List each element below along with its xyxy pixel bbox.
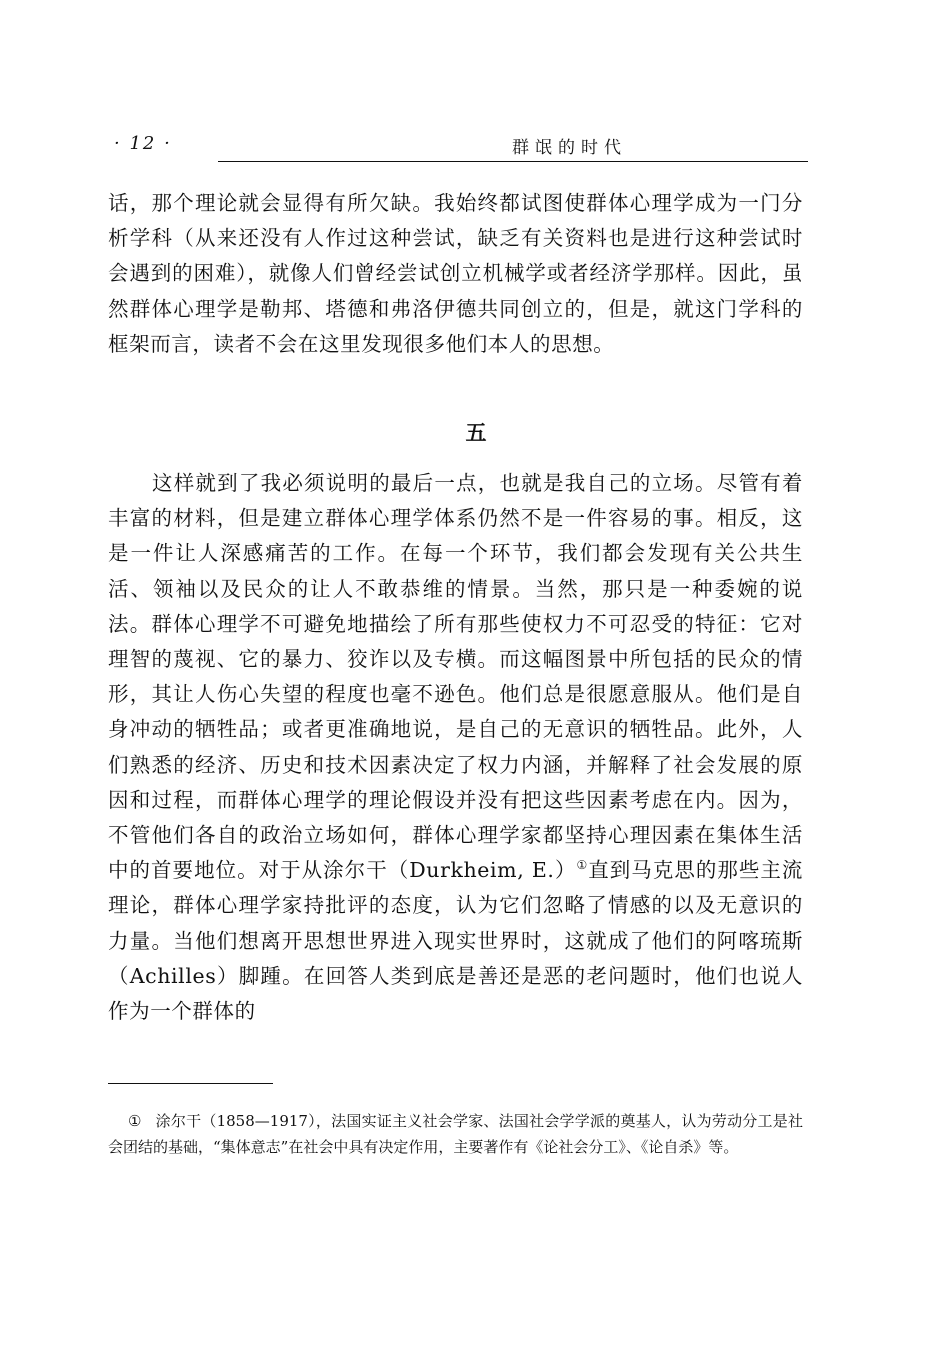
paragraph (108, 466, 803, 1029)
paragraph-continued: 话，那个理论就会显得有所欠缺。我始终都试图使群体心理学成为一门分析学科（从来还没有人作过这种尝试，缺乏有关资料也是进行这种尝试时会遇到的困难），就像人们曾经尝试创立机械学或者经济学那样。因此，虽然群体心理学是勒邦、塔德和弗洛伊德共同创立的，但是，就这门学科的框架而言，读者不会在这里发现很多他们本人的思想。 (108, 191, 803, 356)
footnote-rule (108, 1083, 273, 1084)
footnote-text: 涂尔干（1858—1917），法国实证主义社会学家、法国社会学学派的奠基人，认为劳动分工是社会团结的基础，“集体意志”在社会中具有决定作用，主要著作有《论社会分工》、《论自杀》等。 (108, 1112, 803, 1156)
footnote-marker: ① (128, 1112, 142, 1130)
footnote (108, 1108, 803, 1160)
running-header (108, 131, 808, 165)
footnote-reference: ① (576, 858, 589, 873)
running-title: 群氓的时代 (504, 133, 635, 158)
paragraph-text-before-note: 这样就到了我必须说明的最后一点，也就是我自己的立场。尽管有着丰富的材料，但是建立群体心理学体系仍然不是一件容易的事。相反，这是一件让人深感痛苦的工作。在每一个环节，我们都会发现有关公共生活、领袖以及民众的让人不敢恭维的情景。当然，那只是一种委婉的说法。群体心理学不可避免地描绘了所有那些使权力不可忍受的特征：它对理智的蔑视、它的暴力、狡诈以及专横。而这幅图景中所包括的民众的情形，其让人伤心失望的程度也毫不逊色。他们总是很愿意服从。他们是自身冲动的牺牲品；或者更准确地说，是自己的无意识的牺牲品。此外，人们熟悉的经济、历史和技术因素决定了权力内涵，并解释了社会发展的原因和过程，而群体心理学的理论假设并没有把这些因素考虑在内。因为，不管他们各自的政治立场如何，群体心理学家都坚持心理因素在集体生活中的首要地位。对于从涂尔干（Durkheim, E.） (108, 471, 803, 883)
paragraph-text-after-note: 直到马克思的那些主流理论，群体心理学家持批评的态度，认为它们忽略了情感的以及无意识的力量。当他们想离开思想世界进入现实世界时，这就成了他们的阿喀琉斯（Achilles）脚踵。在回答人类到底是善还是恶的老问题时，他们也说人作为一个群体的 (108, 858, 804, 1024)
header-rule (218, 161, 808, 162)
page-number: · 12 · (114, 133, 172, 154)
section-heading: 五 (465, 420, 487, 445)
